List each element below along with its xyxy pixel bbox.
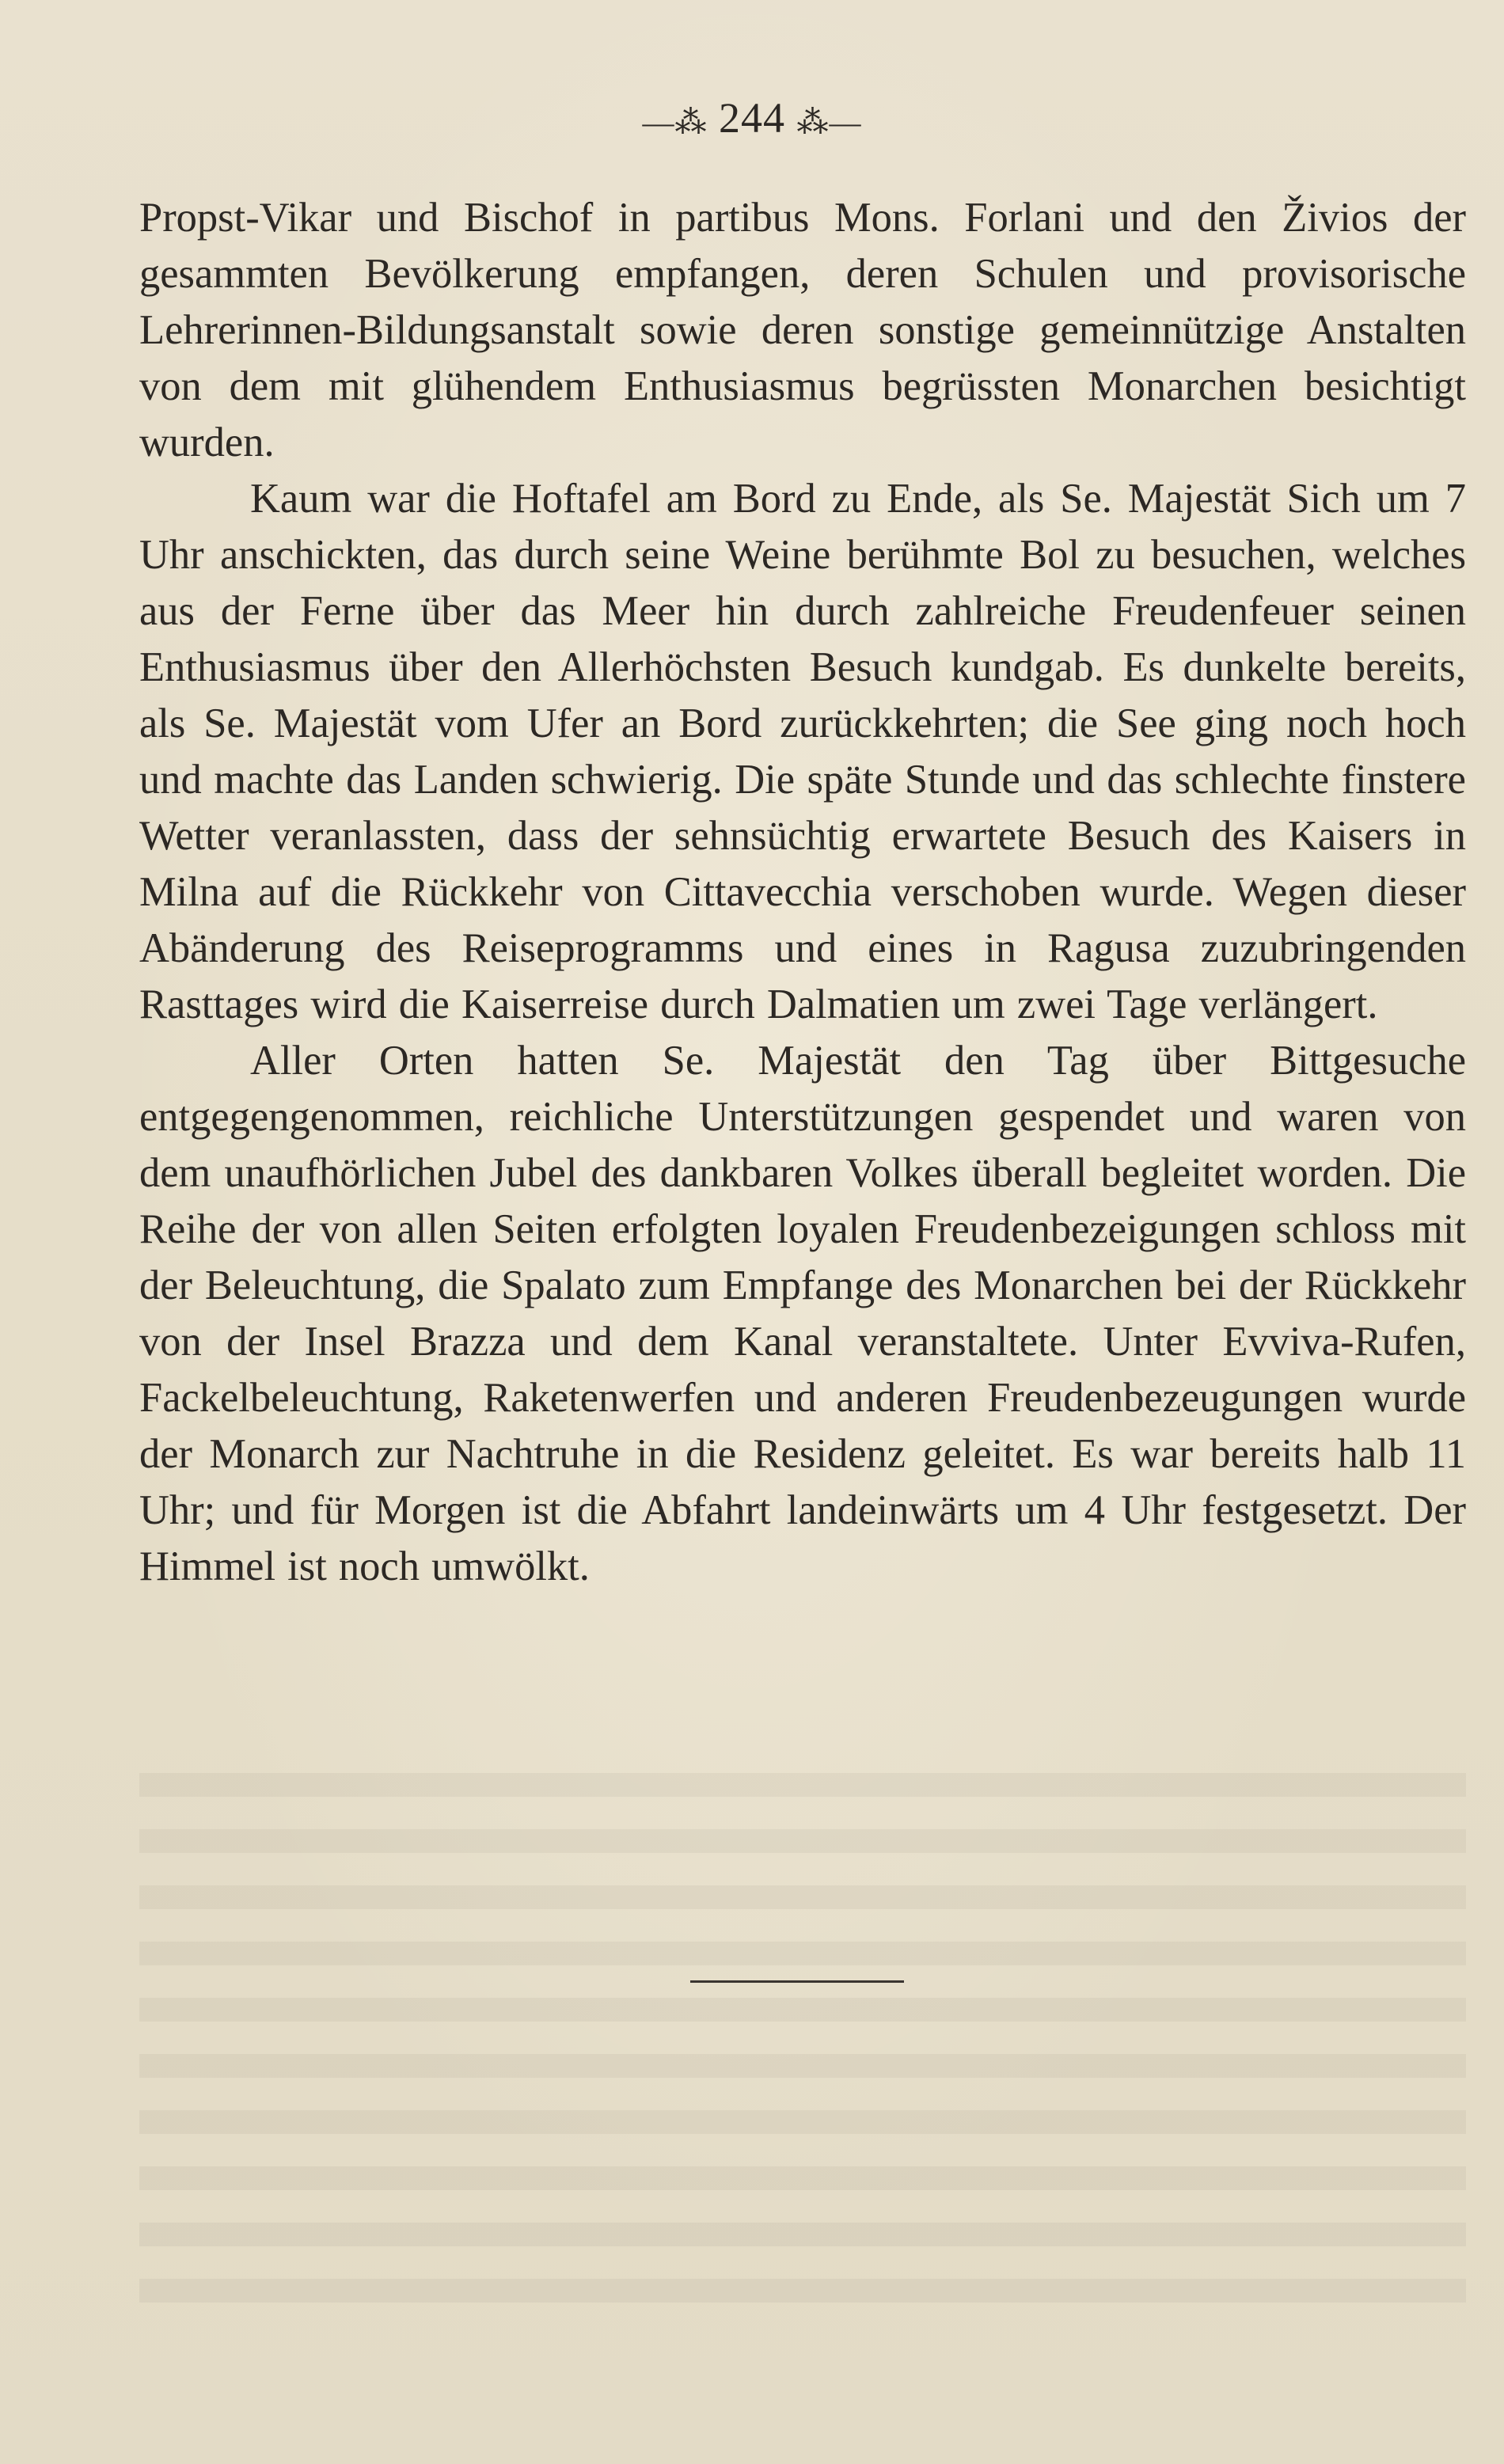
page-number: 244: [719, 94, 785, 142]
page-header: [0, 93, 1504, 142]
body-text: [139, 190, 1466, 1595]
show-through-texture: [139, 1773, 1466, 2327]
paragraph-3: Aller Orten hatten Se. Majestät den Tag über Bittgesuche entgegengenommen, reichliche Unterstützungen gespendet und waren von dem unaufhörlichen Jubel des dankbaren Volkes überall begleitet worden. Die Reihe der von allen Seiten erfolgten loyalen Freudenbezeigungen schloss mit der Beleuchtung, die Spalato zum Empfange des Monarchen bei der Rückkehr von der Insel Brazza und dem Kanal veranstaltete. Unter Evviva-Rufen, Fackelbeleuchtung, Raketenwerfen und anderen Freudenbezeugungen wurde der Monarch zur Nachtruhe in die Residenz geleitet. Es war bereits halb 11 Uhr; und für Morgen ist die Abfahrt landeinwärts um 4 Uhr festgesetzt. Der Himmel ist noch umwölkt.: [139, 1038, 1466, 1589]
ornament-right: ⁂—: [796, 104, 862, 141]
ornament-left: —⁂: [642, 104, 708, 141]
paragraph-1: Propst-Vikar und Bischof in partibus Mons. Forlani und den Živios der gesammten Bevölkerung empfangen, deren Schulen und provisorische Lehrerinnen-Bildungsanstalt sowie deren sonstige gemeinnützige Anstalten von dem mit glühendem Enthusiasmus begrüssten Monarchen besichtigt wurden.: [139, 195, 1466, 465]
paragraph-2: Kaum war die Hoftafel am Bord zu Ende, als Se. Majestät Sich um 7 Uhr anschickten, das durch seine Weine berühmte Bol zu besuchen, welches aus der Ferne über das Meer hin durch zahlreiche Freudenfeuer seinen Enthusiasmus über den Allerhöchsten Besuch kundgab. Es dunkelte bereits, als Se. Majestät vom Ufer an Bord zurückkehrten; die See ging noch hoch und machte das Landen schwierig. Die späte Stunde und das schlechte finstere Wetter veranlassten, dass der sehnsüchtig erwartete Besuch des Kaisers in Milna auf die Rückkehr von Cittavecchia verschoben wurde. Wegen dieser Abänderung des Reiseprogramms und eines in Ragusa zuzubringenden Rasttages wird die Kaiserreise durch Dalmatien um zwei Tage verlängert.: [139, 476, 1466, 1027]
